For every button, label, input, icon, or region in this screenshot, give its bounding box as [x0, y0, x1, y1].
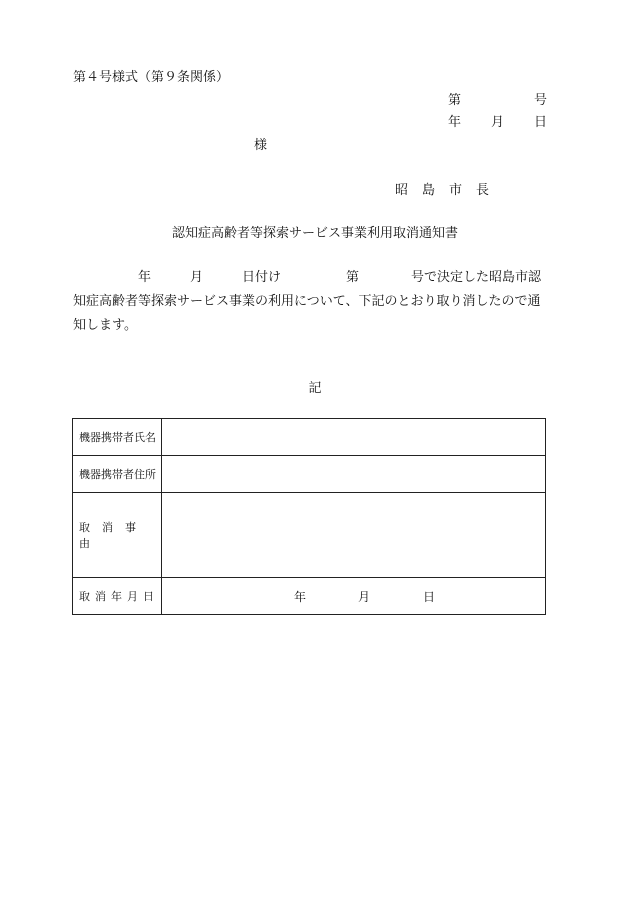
table-row: [73, 456, 546, 493]
cancel-date-label: 取消年月日: [73, 578, 162, 615]
form-number-label: 第４号様式（第９条関係）: [73, 70, 230, 85]
cancel-date-day: 日: [423, 590, 436, 604]
body-text: で決定した昭島市認知症高齢者等探索サービス事業の利用について、下記のとおり取り消したので通知します。: [73, 270, 542, 333]
cancel-reason-label: 取消事由: [73, 493, 162, 578]
body-paragraph: [73, 266, 548, 338]
cancel-reason-value[interactable]: [162, 493, 546, 578]
holder-name-label: 機器携帯者氏名: [73, 419, 162, 456]
document-title: 認知症高齢者等探索サービス事業利用取消通知書: [171, 226, 458, 241]
sender-name: 昭島市長: [395, 183, 504, 198]
holder-address-label: 機器携帯者住所: [73, 456, 162, 493]
cancel-date-value[interactable]: [162, 578, 546, 615]
number-prefix: 第: [448, 93, 462, 108]
reference-date-number: 年 月 日付け 第 号: [73, 270, 425, 285]
holder-name-value[interactable]: [162, 419, 546, 456]
number-suffix: 号: [534, 93, 548, 108]
table-row: [73, 578, 546, 615]
issue-date-month: 月: [491, 115, 505, 130]
holder-address-value[interactable]: [162, 456, 546, 493]
table-row: [73, 419, 546, 456]
table-row: [73, 493, 546, 578]
cancel-date-month: 月: [358, 590, 371, 604]
cancel-date-year: 年: [294, 590, 307, 604]
details-table: [72, 418, 546, 615]
issue-date-year: 年: [448, 115, 462, 130]
ki-heading: 記: [308, 381, 322, 396]
addressee: 様: [254, 138, 268, 153]
issue-date-day: 日: [534, 115, 548, 130]
